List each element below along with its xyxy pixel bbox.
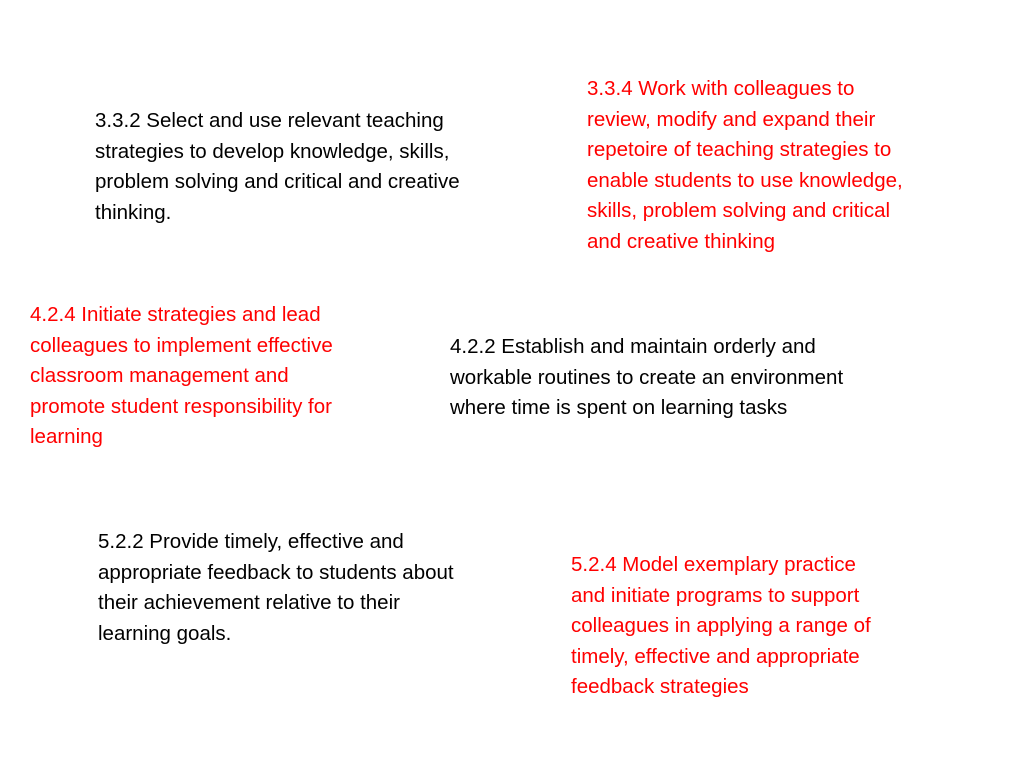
standard-4-2-2-text: 4.2.2 Establish and maintain orderly and workable routines to create an environment where time is spent on learning tasks bbox=[450, 335, 844, 420]
standard-3-3-2-text: 3.3.2 Select and use relevant teaching strategies to develop knowledge, skills, problem solving and critical and creative thinking. bbox=[95, 109, 460, 224]
standard-4-2-4-text: 4.2.4 Initiate strategies and lead colleagues to implement effective classroom management and promote student responsibility for learning bbox=[30, 303, 333, 449]
standard-5-2-2-text: 5.2.2 Provide timely, effective and appropriate feedback to students about their achievement relative to their learning goals. bbox=[98, 530, 454, 645]
standard-3-3-4-text: 3.3.4 Work with colleagues to review, modify and expand their repetoire of teaching strategies to enable students to use knowledge, skills, problem solving and critical and creative thinking bbox=[587, 77, 903, 253]
standard-5-2-4-text: 5.2.4 Model exemplary practice and initiate programs to support colleagues in applying a range of timely, effective and appropriate feedback strategies bbox=[571, 553, 871, 699]
